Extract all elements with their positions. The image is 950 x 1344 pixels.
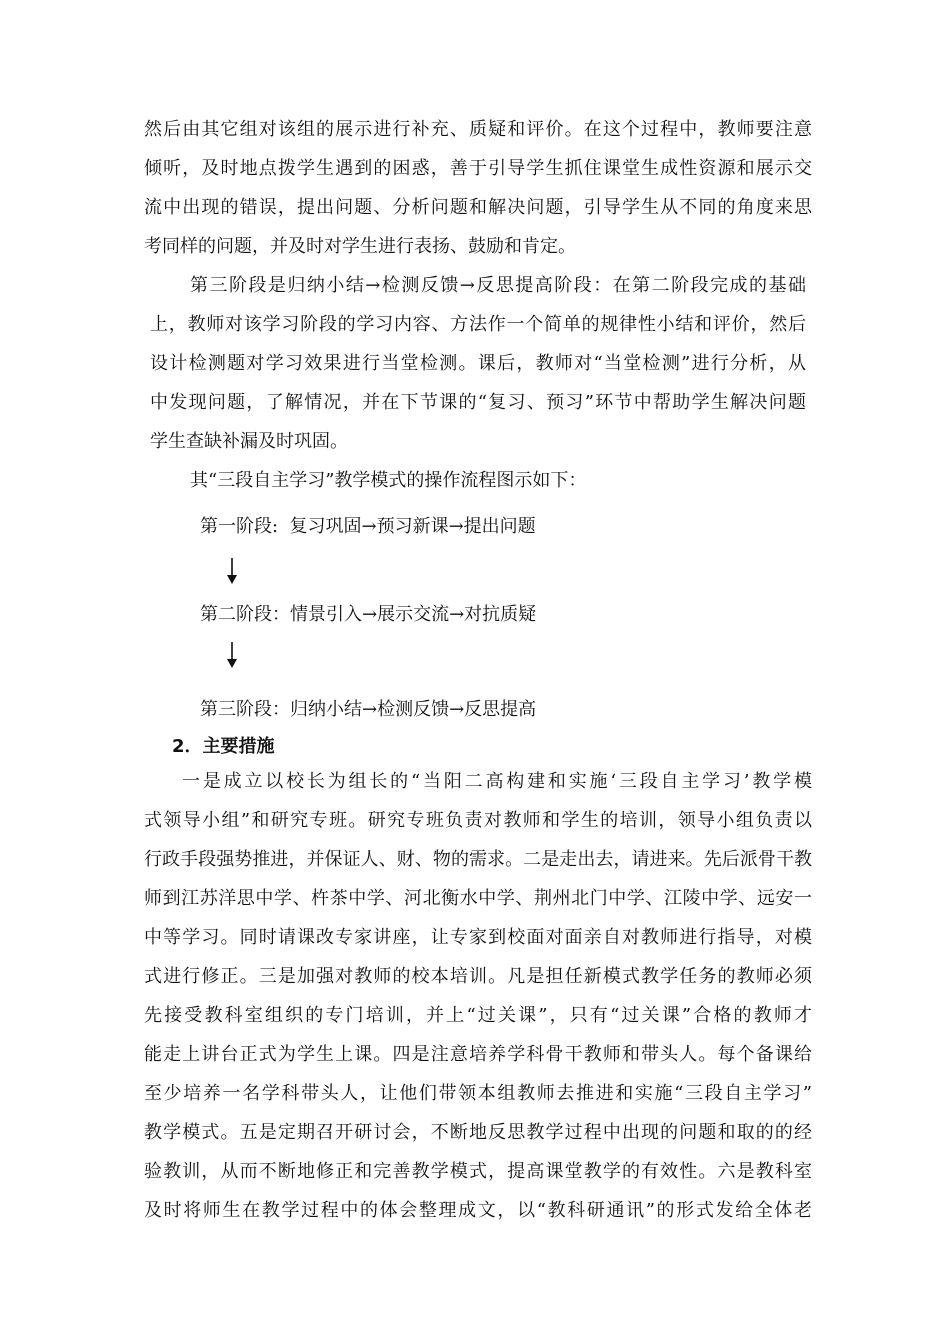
paragraph-3-line-6: 式进行修正。三是加强对教师的校本培训。凡是担任新模式教学任务的教师必须 [144, 966, 812, 987]
paragraph-3-line-12: 及时将师生在教学过程中的体会整理成文，以“教科研通讯”的形式发给全体老 [144, 1200, 812, 1221]
paragraph-3-line-7: 先接受教科室组织的专门培训，并上“过关课”，只有“过关课”合格的教师才 [144, 1005, 812, 1026]
paragraph-3-line-11: 验教训，从而不断地修正和完善教学模式，提高课堂教学的有效性。六是教科室 [144, 1161, 812, 1182]
paragraph-3-line-10: 教学模式。五是定期召开研讨会，不断地反思教学过程中出现的问题和取的的经 [144, 1122, 812, 1143]
paragraph-3-line-4: 师到江苏洋思中学、杵茶中学、河北衡水中学、荆州北门中学、江陵中学、远安一 [144, 888, 812, 909]
flow-stage-2: 第二阶段：情景引入→展示交流→对抗质疑 [200, 604, 537, 625]
paragraph-1-line-1: 然后由其它组对该组的展示进行补充、质疑和评价。在这个过程中，教师要注意 [144, 119, 812, 140]
paragraph-1-line-4: 考同样的问题，并及时对学生进行表扬、鼓励和肯定。 [144, 236, 576, 257]
paragraph-2-line-4: 中发现问题，了解情况，并在下节课的“复习、预习”环节中帮助学生解决问题 [150, 392, 806, 413]
paragraph-2-line-2: 上，教师对该学习阶段的学习内容、方法作一个简单的规律性小结和评价，然后 [150, 314, 806, 335]
paragraph-2-line-5: 学生查缺补漏及时巩固。 [150, 431, 348, 452]
down-arrow-icon [222, 556, 242, 586]
section-heading: 2．主要措施 [172, 736, 275, 757]
paragraph-3-line-8: 能走上讲台正式为学生上课。四是注意培养学科骨干教师和带头人。每个备课给 [144, 1044, 812, 1065]
paragraph-3-line-1: 一是成立以校长为组长的“当阳二高构建和实施‘三段自主学习’教学模 [182, 771, 812, 792]
paragraph-2-line-1: 第三阶段是归纳小结→检测反馈→反思提高阶段：在第二阶段完成的基础 [190, 275, 806, 296]
paragraph-1-line-2: 倾听，及时地点拨学生遇到的困惑，善于引导学生抓住课堂生成性资源和展示交 [144, 158, 812, 179]
paragraph-3-line-9: 至少培养一名学科带头人，让他们带领本组教师去推进和实施“三段自主学习” [144, 1083, 812, 1104]
paragraph-3-line-5: 中等学习。同时请课改专家讲座，让专家到校面对面亲自对教师进行指导，对模 [144, 927, 812, 948]
down-arrow-icon [222, 640, 242, 670]
flow-stage-1: 第一阶段: 复习巩固→预习新课→提出问题 [200, 516, 536, 537]
paragraph-3-line-2: 式领导小组”和研究专班。研究专班负责对教师和学生的培训，领导小组负责以 [144, 810, 812, 831]
paragraph-1-line-3: 流中出现的错误，提出问题、分析问题和解决问题，引导学生从不同的角度来思 [144, 197, 812, 218]
paragraph-3-line-3: 行政手段强势推进，并保证人、财、物的需求。二是走出去，请进来。先后派骨干教 [144, 849, 812, 870]
flow-intro: 其“三段自主学习”教学模式的操作流程图示如下： [190, 470, 587, 491]
paragraph-2-line-3: 设计检测题对学习效果进行当堂检测。课后，教师对“当堂检测”进行分析，从 [150, 353, 806, 374]
flow-stage-3: 第三阶段：归纳小结→检测反馈→反思提高 [200, 699, 537, 720]
